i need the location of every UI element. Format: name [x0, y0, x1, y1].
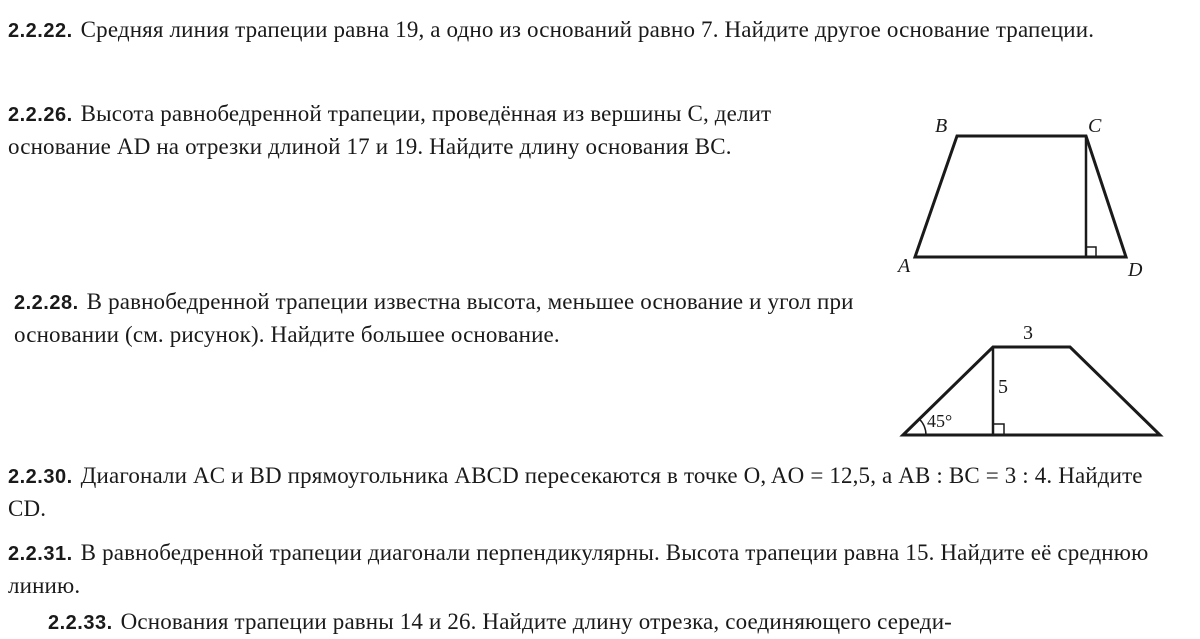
problem-text: В равнобедренной трапеции известна высота, меньшее основание и угол при основании (см. рисунок). Найдите большее основание. — [14, 289, 854, 347]
problem-number: 2.2.30. — [8, 466, 73, 488]
problem-2-2-33 — [48, 606, 1188, 639]
problem-number: 2.2.31. — [8, 543, 73, 565]
problem-2-2-26 — [8, 98, 848, 162]
trapezoid-45-figure — [890, 315, 1180, 445]
problem-text: В равнобедренной трапеции диагонали перпендикулярны. Высота трапеции равна 15. Найдите её среднюю линию. — [8, 540, 1149, 598]
problem-number: 2.2.33. — [48, 612, 113, 634]
base-label: 3 — [1023, 322, 1033, 344]
problem-2-2-30 — [8, 460, 1168, 524]
problem-text: Диагонали AC и BD прямоугольника ABCD пересекаются в точке O, AO = 12,5, а AB : BC = 3 : 4. Найдите CD. — [8, 463, 1143, 521]
problem-2-2-31 — [8, 537, 1168, 601]
label-a: A — [898, 255, 911, 277]
problem-number: 2.2.26. — [8, 104, 73, 126]
problem-text: Высота равнобедренной трапеции, проведённая из вершины C, делит основание AD на отрезки длиной 17 и 19. Найдите длину основания BC. — [8, 101, 772, 159]
problem-text: Основания трапеции равны 14 и 26. Найдите длину отрезка, соединяющего середи- — [120, 609, 952, 634]
height-label: 5 — [998, 376, 1008, 398]
trapezoid-abcd-figure — [890, 110, 1170, 285]
problem-number: 2.2.22. — [8, 20, 73, 42]
problem-2-2-22 — [8, 14, 1168, 47]
label-c: C — [1088, 115, 1102, 137]
problem-text: Средняя линия трапеции равна 19, а одно из оснований равно 7. Найдите другое основание трапеции. — [80, 17, 1095, 42]
problem-2-2-28 — [14, 286, 856, 350]
problem-number: 2.2.28. — [14, 292, 79, 314]
label-b: B — [935, 115, 948, 137]
angle-label: 45° — [927, 411, 953, 431]
label-d: D — [1128, 259, 1143, 281]
